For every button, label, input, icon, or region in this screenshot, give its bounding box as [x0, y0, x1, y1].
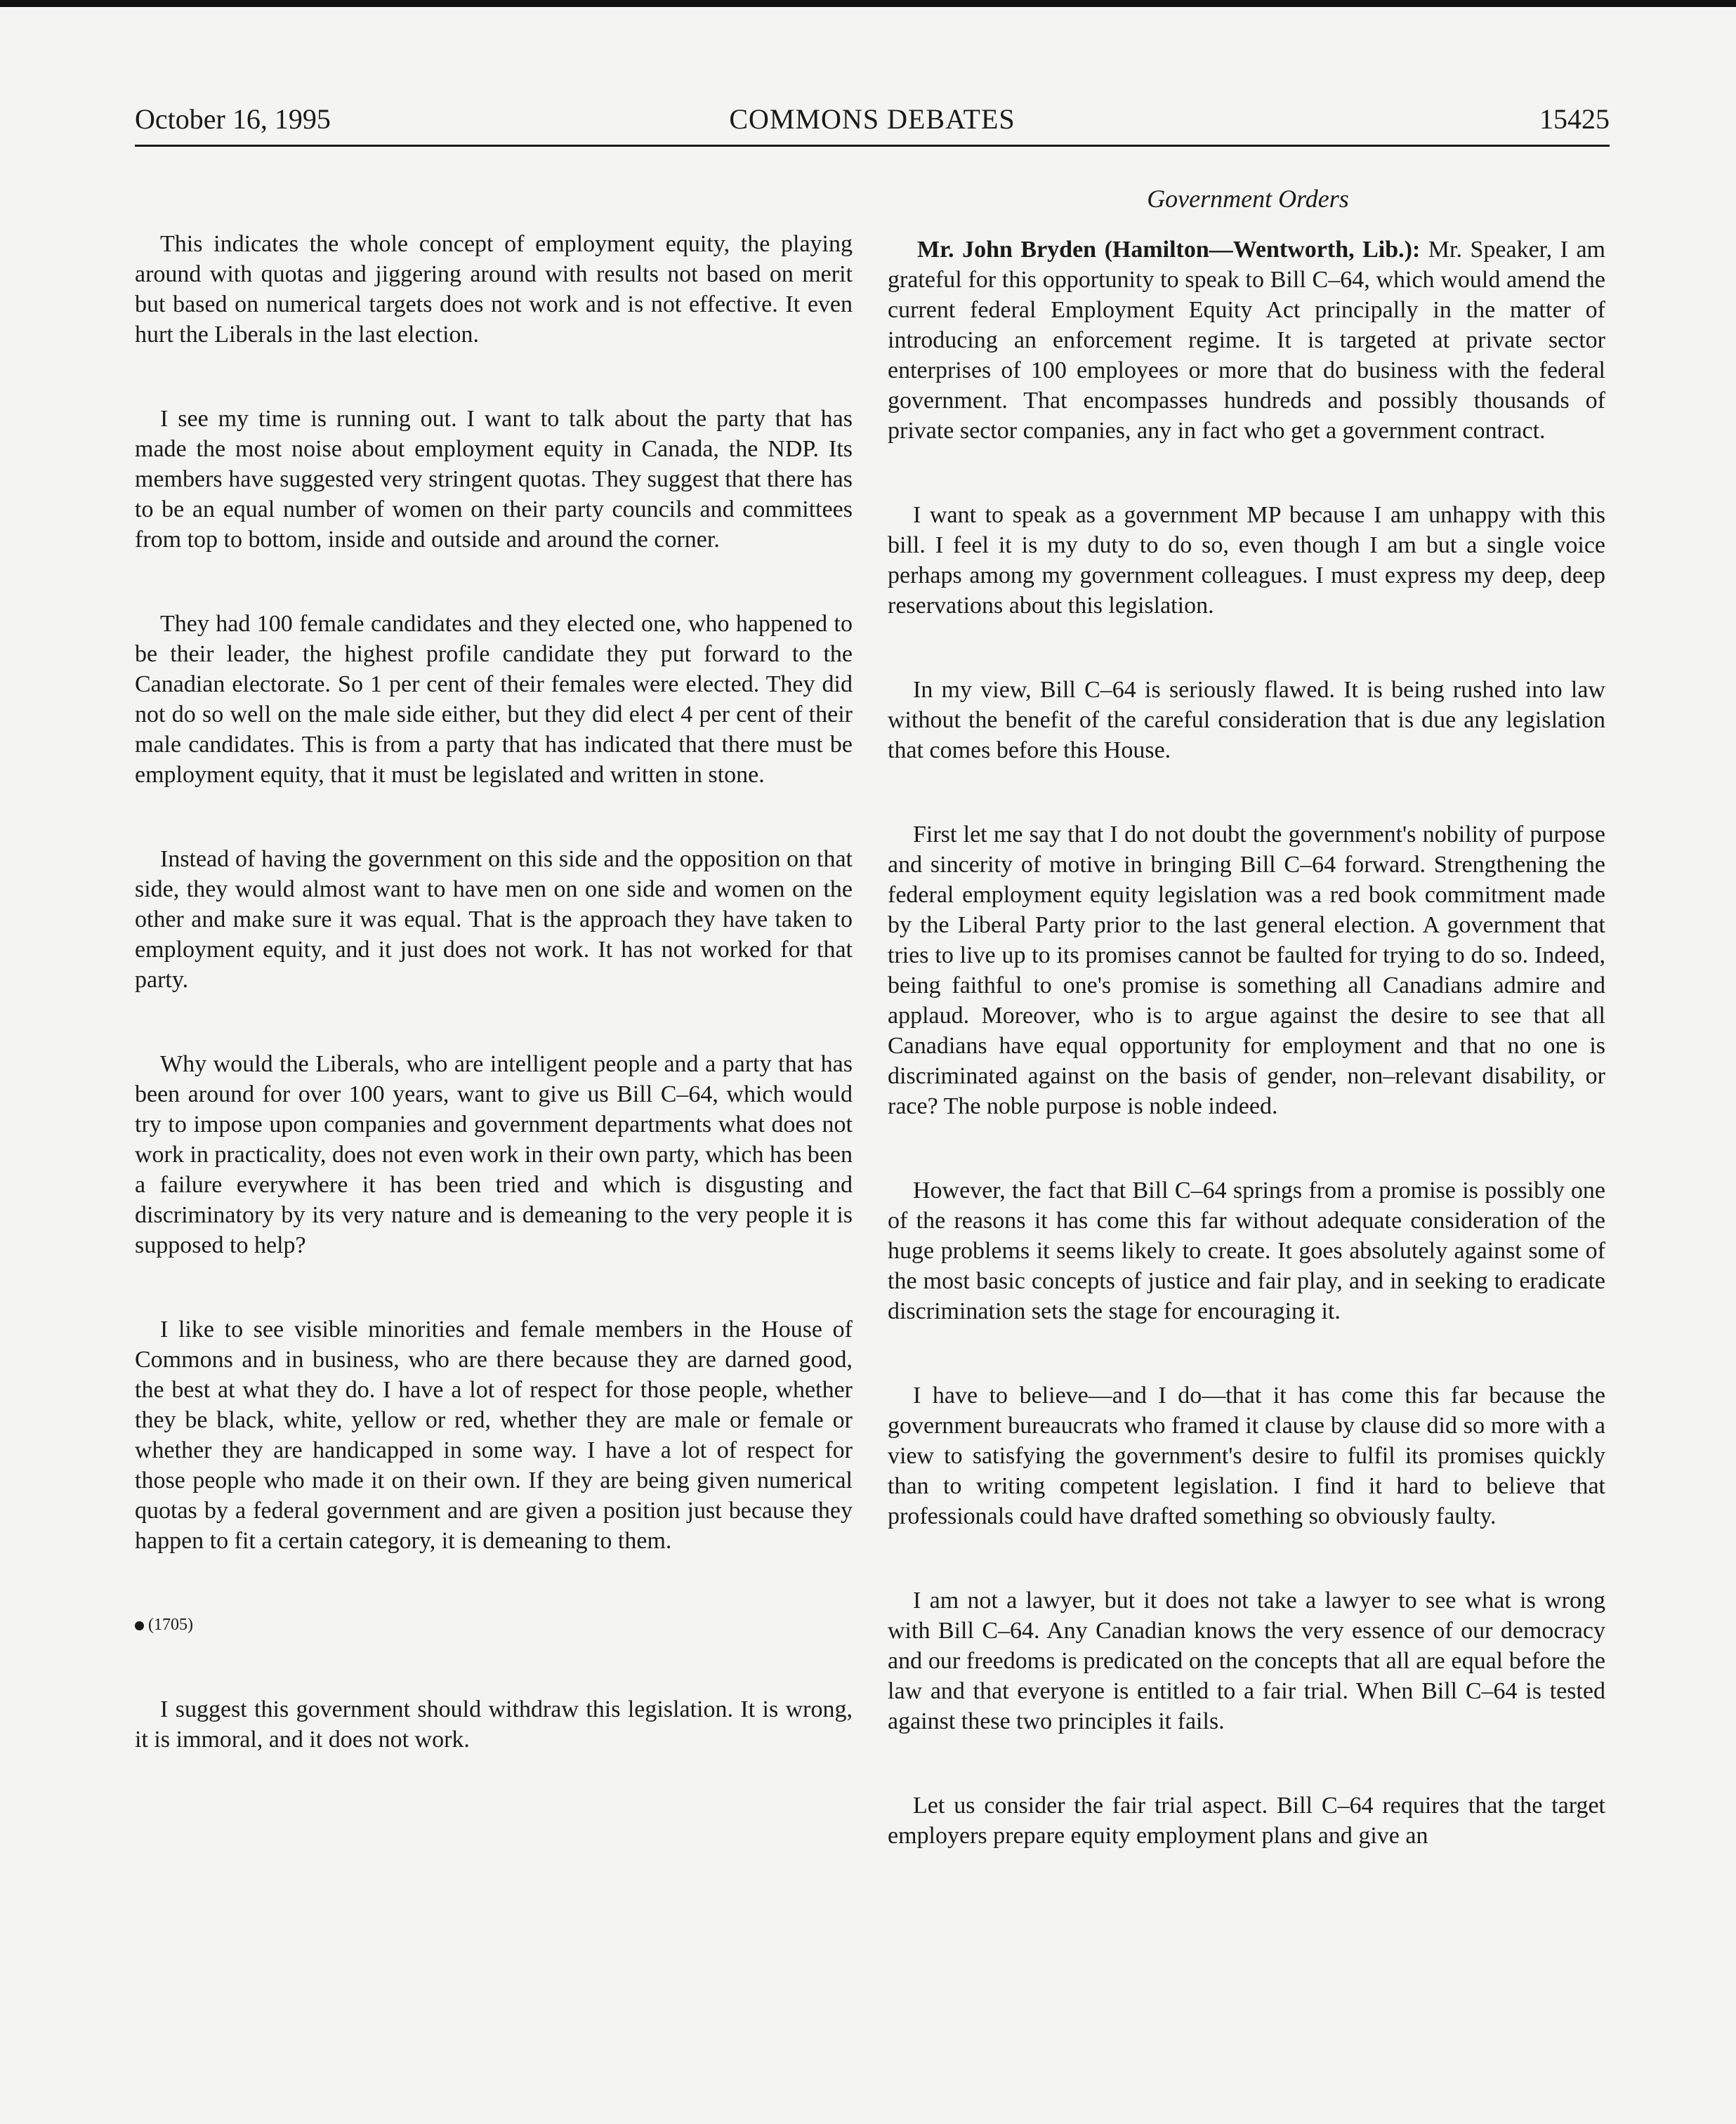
paragraph: I suggest this government should withdraw this legislation. It is wrong, it is immoral, and it does not work. — [135, 1696, 853, 1753]
paragraph: However, the fact that Bill C–64 springs from a promise is possibly one of the reasons it has come this far without adequate consideration of the huge problems it seems likely to create. It goes absolutely against some of the most basic concepts of justice and fair play, and in seeking to eradicate discrimination sets the stage for encouraging it. — [888, 1178, 1605, 1324]
header-title: COMMONS DEBATES — [729, 103, 1015, 135]
left-column — [135, 229, 853, 1755]
speaker-text: Mr. Speaker, I am grateful for this opportunity to speak to Bill C–64, which would amend the current federal Employment Equity Act principally in the matter of introducing an enforcement regime. It is targeted at private sector enterprises of 100 employees or more that do business with the federal government. That encompasses hundreds and possibly thousands of private sector companies, any in fact who get a government contract. — [888, 237, 1605, 444]
header-page-number: 15425 — [1539, 103, 1610, 135]
paragraph: Let us consider the fair trial aspect. Bill C–64 requires that the target employers prepare equity employment plans and give an — [888, 1793, 1605, 1849]
paragraph: They had 100 female candidates and they elected one, who happened to be their leader, the highest profile candidate they put forward to the Canadian electorate. So 1 per cent of their females were elected. They did not do so well on the male side either, but they did elect 4 per cent of their male candidates. This is from a party that has indicated that there must be employment equity, that it must be legislated and written in stone. — [135, 611, 853, 788]
paragraph: In my view, Bill C–64 is seriously flawed. It is being rushed into law without the benefit of the careful consideration that is due any legislation that comes before this House. — [888, 677, 1605, 763]
page-header — [135, 98, 1610, 140]
right-column — [888, 235, 1605, 1851]
paragraph: I like to see visible minorities and female members in the House of Commons and in business, who are there because they are darned good, the best at what they do. I have a lot of respect for those people, whether they be black, white, yellow or red, whether they are male or female or whether they are handicapped in some way. I have a lot of respect for those people who made it on their own. If they are being given numerical quotas by a federal government and are given a position just because they happen to fit a certain category, it is demeaning to them. — [135, 1317, 853, 1554]
time-marker-text: (1705) — [148, 1616, 193, 1634]
time-marker — [135, 1610, 853, 1640]
top-border — [0, 0, 1736, 7]
paragraph: I have to believe—and I do—that it has come this far because the government bureaucrats who framed it clause by clause did so more with a view to satisfying the government's desire to fulfil its promises quickly than to writing competent legislation. I find it hard to believe that professionals could have drafted something so obviously faulty. — [888, 1383, 1605, 1529]
paragraph: I see my time is running out. I want to talk about the party that has made the most noise about employment equity in Canada, the NDP. Its members have suggested very stringent quotas. They suggest that there has to be an equal number of women on their party councils and committees from top to bottom, inside and outside and around the corner. — [135, 406, 853, 553]
paragraph: First let me say that I do not doubt the government's nobility of purpose and sincerity of motive in bringing Bill C–64 forward. Strengthening the federal employment equity legislation was a red book commitment made by the Liberal Party prior to the last general election. A government that tries to live up to its promises cannot be faulted for trying to do so. Indeed, being faithful to one's promise is something all Canadians admire and applaud. Moreover, who is to argue against the desire to see that all Canadians have equal opportunity for employment and that no one is discriminated against on the basis of gender, non–relevant disability, or race? The noble purpose is noble indeed. — [888, 822, 1605, 1119]
header-rule — [135, 145, 1610, 147]
paragraph: I am not a lawyer, but it does not take a lawyer to see what is wrong with Bill C–64. Any Canadian knows the very essence of our democracy and our freedoms is predicated on the concepts that all are equal before the law and that everyone is entitled to a fair trial. When Bill C–64 is tested against these two principles it fails. — [888, 1588, 1605, 1734]
speaker-name: Mr. John Bryden (Hamilton—Wentworth, Lib.): — [917, 237, 1421, 263]
paragraph: I want to speak as a government MP because I am unhappy with this bill. I feel it is my duty to do so, even though I am but a single voice perhaps among my government colleagues. I must express my deep, deep reservations about this legislation. — [888, 502, 1605, 619]
speaker-paragraph — [888, 235, 1605, 446]
paragraph: Instead of having the government on this side and the opposition on that side, they would almost want to have men on one side and women on the other and make sure it was equal. That is the approach they have taken to employment equity, and it just does not work. It has not worked for that party. — [135, 846, 853, 993]
bullet-icon — [135, 1621, 144, 1630]
header-date: October 16, 1995 — [135, 103, 331, 135]
paragraph: This indicates the whole concept of employment equity, the playing around with quotas and jiggering around with results not based on merit but based on numerical targets does not work and is not effective. It even hurt the Liberals in the last election. — [135, 231, 853, 348]
section-heading: Government Orders — [1147, 185, 1349, 213]
paragraph: Why would the Liberals, who are intelligent people and a party that has been around for over 100 years, want to give us Bill C–64, which would try to impose upon companies and government departments what does not work in practicality, does not even work in their own party, which has been a failure everywhere it has been tried and which is disgusting and discriminatory by its very nature and is demeaning to the very people it is supposed to help? — [135, 1051, 853, 1258]
